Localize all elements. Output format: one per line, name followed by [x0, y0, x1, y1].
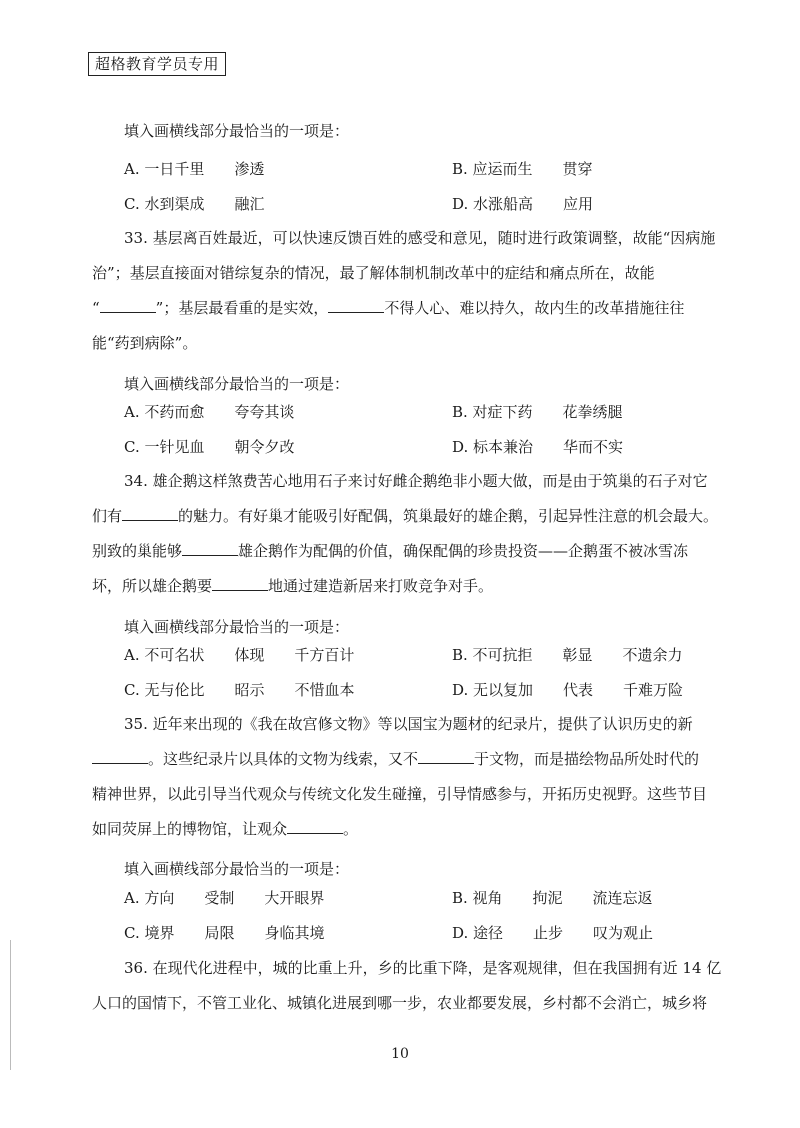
question-33-stem: [92, 221, 744, 361]
option-b: B. 对症下药 花拳绣腿: [452, 403, 623, 421]
answer-blank: [287, 819, 343, 834]
q33-line-3-end: 不得人心、难以持久，故内生的改革措施往往: [384, 299, 685, 317]
q33-line-3-mid: ”；基层最看重的是实效，: [155, 299, 329, 317]
q35-line-2-mid: 。这些纪录片以具体的文物为线索，又不: [148, 750, 419, 768]
option-a: A. 不可名状 体现 千方百计: [124, 646, 355, 664]
answer-blank: [212, 576, 268, 591]
option-d: D. 标本兼治 华而不实: [452, 438, 624, 456]
q34-line-3-start: 别致的巢能够: [92, 542, 183, 560]
q34-line-1: 34. 雄企鹅这样煞费苦心地用石子来讨好雌企鹅绝非小题大做，而是由于筑巢的石子对它: [124, 472, 708, 490]
option-d: D. 途径 止步 叹为观止: [452, 924, 654, 942]
q36-line-2: 人口的国情下，不管工业化、城镇化进展到哪一步，农业都要发展，乡村都不会消亡，城乡将: [92, 994, 708, 1012]
option-c: C. 水到渠成 融汇: [124, 195, 265, 213]
q34-line-4-end: 地通过建造新居来打败竞争对手。: [268, 577, 494, 595]
option-d: D. 无以复加 代表 千难万险: [452, 681, 684, 699]
question-36-stem: [92, 951, 744, 1021]
q33-quote-open: “: [92, 299, 100, 317]
q33-line-1: 33. 基层离百姓最近，可以快速反馈百姓的感受和意见，随时进行政策调整，故能“因病施: [124, 229, 716, 247]
option-a: A. 方向 受制 大开眼界: [124, 889, 325, 907]
answer-blank: [418, 749, 474, 764]
q34-line-2-end: 的魅力。有好巢才能吸引好配偶，筑巢最好的雄企鹅，引起异性注意的机会最大。: [178, 507, 719, 525]
option-c: C. 境界 局限 身临其境: [124, 924, 325, 942]
option-d: D. 水涨船高 应用: [452, 195, 594, 213]
q34-line-2-start: 们有: [92, 507, 123, 525]
q35-line-1: 35. 近年来出现的《我在故宫修文物》等以国宝为题材的纪录片，提供了认识历史的新: [124, 715, 693, 733]
option-a: A. 一日千里 渗透: [124, 160, 265, 178]
question-prompt: 填入画横线部分最恰当的一项是：: [124, 618, 350, 636]
q36-line-1: 36. 在现代化进程中，城的比重上升，乡的比重下降，是客观规律，但在我国拥有近 14 亿: [124, 959, 722, 977]
page-number: 10: [391, 1046, 409, 1062]
q35-line-3: 精神世界，以此引导当代观众与传统文化发生碰撞，引导情感参与，开拓历史视野。这些节目: [92, 785, 708, 803]
q34-line-4-start: 坏，所以雄企鹅要: [92, 577, 213, 595]
answer-blank: [92, 749, 148, 764]
option-b: B. 不可抗拒 彰显 不遗余力: [452, 646, 683, 664]
option-a: A. 不药而愈 夸夸其谈: [124, 403, 295, 421]
header-label: 超格教育学员专用: [88, 52, 226, 76]
option-b: B. 应运而生 贯穿: [452, 160, 593, 178]
q35-line-2-end: 于文物，而是描绘物品所处时代的: [474, 750, 700, 768]
option-c: C. 无与伦比 昭示 不惜血本: [124, 681, 355, 699]
scan-edge-mark: [10, 940, 11, 1070]
question-prompt: 填入画横线部分最恰当的一项是：: [124, 860, 350, 878]
option-c: C. 一针见血 朝令夕改: [124, 438, 295, 456]
q33-line-4: 能“药到病除”。: [92, 334, 198, 352]
question-prompt: 填入画横线部分最恰当的一项是：: [124, 122, 350, 140]
q35-line-4-end: 。: [343, 820, 359, 838]
answer-blank: [182, 541, 238, 556]
q34-line-3-end: 雄企鹅作为配偶的价值，确保配偶的珍贵投资——企鹅蛋不被冰雪冻: [238, 542, 689, 560]
question-35-stem: [92, 707, 744, 847]
answer-blank: [100, 298, 156, 313]
question-prompt: 填入画横线部分最恰当的一项是：: [124, 375, 350, 393]
answer-blank: [328, 298, 384, 313]
option-b: B. 视角 拘泥 流连忘返: [452, 889, 653, 907]
answer-blank: [122, 506, 178, 521]
q35-line-4-start: 如同荧屏上的博物馆，让观众: [92, 820, 288, 838]
question-34-stem: [92, 464, 744, 604]
q33-line-2: 治”；基层直接面对错综复杂的情况，最了解体制机制改革中的症结和痛点所在，故能: [92, 264, 655, 282]
